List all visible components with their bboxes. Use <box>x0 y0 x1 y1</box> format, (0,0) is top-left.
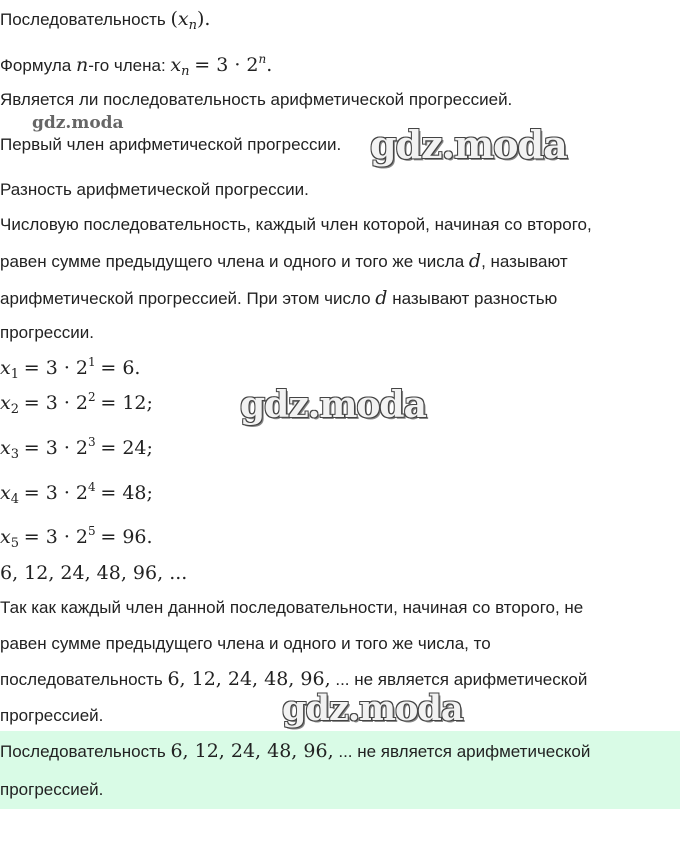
conclusion-seq: 6, 12, 24, 48, 96, <box>167 668 331 690</box>
answer-line-2: прогрессией. <box>0 780 104 799</box>
answer-line-1 <box>0 740 590 762</box>
formula-line <box>0 52 272 79</box>
term-power: 3 <box>88 435 96 449</box>
term-result: = 24; <box>100 437 153 459</box>
term-result: = 48; <box>100 482 153 504</box>
formula-sup: n <box>258 52 267 66</box>
header-end: . <box>204 8 211 30</box>
term-result: = 6. <box>100 357 141 379</box>
formula-sub: n <box>181 64 190 79</box>
term-x: x <box>0 482 11 504</box>
term-base: = 3 · 2 <box>23 482 88 504</box>
definition-d1: d <box>468 250 482 272</box>
term-line-1 <box>0 355 140 382</box>
answer-l1a: Последовательность <box>0 742 166 761</box>
header-paren-open: ( <box>170 8 178 30</box>
term-result: = 12; <box>100 392 153 414</box>
header-sub: n <box>188 18 197 33</box>
term-power: 2 <box>88 390 96 404</box>
first-term-text: Первый член арифметической прогрессии. <box>0 135 342 154</box>
term-line-2 <box>0 390 153 417</box>
formula-x: x <box>170 54 182 76</box>
definition-l2b: , называют <box>481 252 568 271</box>
term-index: 5 <box>10 536 19 551</box>
conclusion-l3b: ... не является арифметической <box>335 670 588 689</box>
difference-heading: Разность арифметической прогрессии. <box>0 180 309 199</box>
term-line-5 <box>0 524 153 551</box>
definition-d2: d <box>375 287 388 309</box>
term-power: 4 <box>88 480 96 494</box>
sequence-values: 6, 12, 24, 48, 96, ... <box>0 562 188 584</box>
definition-line-1: Числовую последовательность, каждый член которой, начиная со второго, <box>0 215 592 234</box>
term-base: = 3 · 2 <box>23 392 88 414</box>
definition-line-3 <box>0 287 557 309</box>
answer-seq: 6, 12, 24, 48, 96, <box>170 740 334 762</box>
term-power: 5 <box>88 524 96 538</box>
definition-line-4: прогрессии. <box>0 323 94 342</box>
term-x: x <box>0 392 11 414</box>
definition-l3b: называют разностью <box>392 289 558 308</box>
answer-l1b: ... не является арифметической <box>338 742 591 761</box>
term-index: 2 <box>10 402 19 417</box>
header-var: x <box>177 8 189 30</box>
term-x: x <box>0 437 11 459</box>
term-x: x <box>0 357 11 379</box>
watermark-2: gdz.moda <box>240 384 426 426</box>
term-index: 4 <box>10 492 19 507</box>
term-power: 1 <box>88 355 96 369</box>
conclusion-line-3 <box>0 668 587 690</box>
formula-label: Формула <box>0 56 72 75</box>
term-line-3 <box>0 435 153 462</box>
term-index: 1 <box>10 367 19 382</box>
term-result: = 96. <box>100 526 153 548</box>
term-base: = 3 · 2 <box>23 357 88 379</box>
term-index: 3 <box>10 447 19 462</box>
question-text: Является ли последовательность арифметической прогрессией. <box>0 90 513 109</box>
term-base: = 3 · 2 <box>23 437 88 459</box>
definition-l3a: арифметической прогрессией. При этом число <box>0 289 371 308</box>
header-text: Последовательность <box>0 10 166 29</box>
watermark-3: gdz.moda <box>282 688 463 729</box>
term-line-4 <box>0 480 153 507</box>
term-x: x <box>0 526 11 548</box>
watermark-1: gdz.moda <box>370 122 567 167</box>
formula-expr: = 3 · 2 <box>194 54 259 76</box>
sequence-header <box>0 8 210 33</box>
header-paren-close: ) <box>196 8 205 30</box>
watermark-small: gdz.moda <box>32 113 124 133</box>
definition-line-2 <box>0 250 568 272</box>
conclusion-line-1: Так как каждый член данной последовательности, начиная со второго, не <box>0 598 584 617</box>
definition-l2a: равен сумме предыдущего члена и одного и того же числа <box>0 252 465 271</box>
conclusion-line-4: прогрессией. <box>0 706 104 725</box>
conclusion-l3a: последовательность <box>0 670 163 689</box>
formula-n: n <box>75 54 89 76</box>
conclusion-line-2: равен сумме предыдущего члена и одного и того же числа, то <box>0 634 491 653</box>
formula-mid: -го члена: <box>88 56 166 75</box>
formula-end: . <box>266 54 273 76</box>
term-base: = 3 · 2 <box>23 526 88 548</box>
